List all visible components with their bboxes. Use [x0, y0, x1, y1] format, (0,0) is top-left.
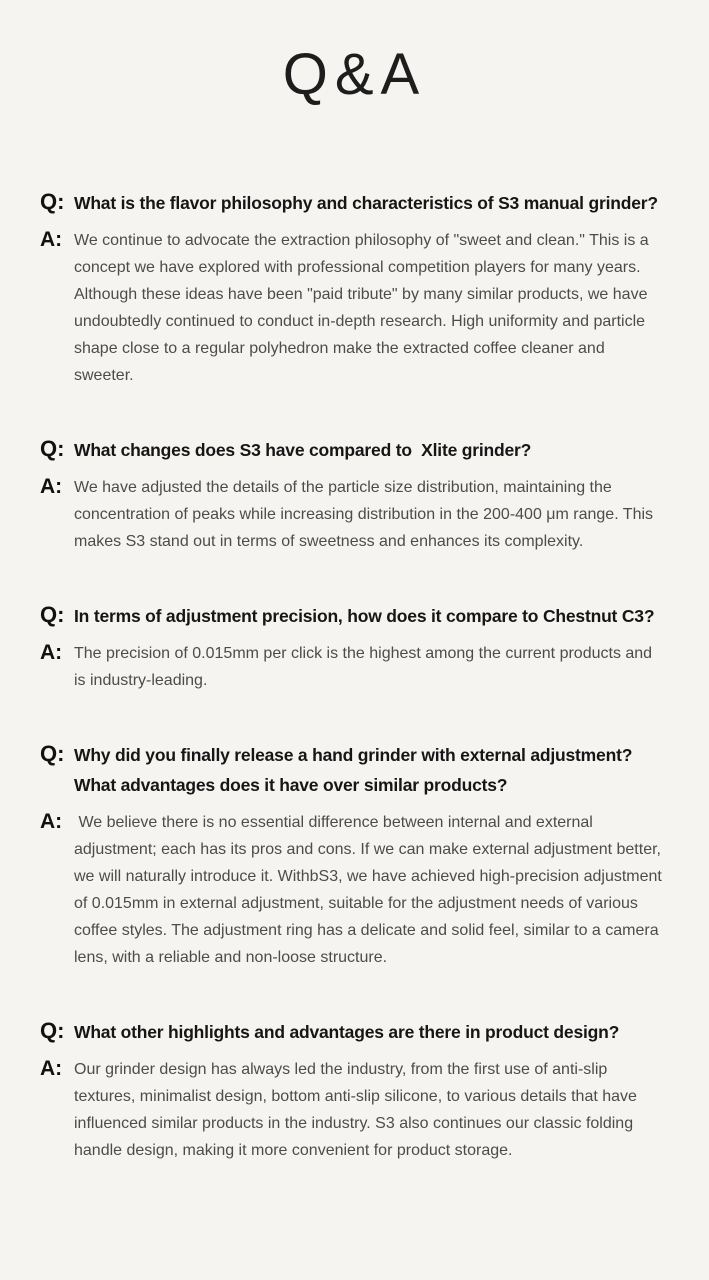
answer-marker: A: — [40, 641, 63, 664]
answer-text: We believe there is no essential difference between internal and external adjustment; each has its pros and cons. If we can make external adjustment better, we will naturally introduce it. WithbS3, we have achieved high-precision adjustment of 0.015mm in external adjustment, suitable for the adjustment needs of various coffee styles. The adjustment ring has a delicate and solid feel, similar to a camera lens, with a reliable and non-loose structure. — [74, 814, 667, 966]
question-row — [40, 601, 667, 631]
question-text: Why did you finally release a hand grinder with external adjustment? What advantages does it have over similar products? — [74, 745, 637, 795]
question-row — [40, 740, 667, 800]
answer-row — [40, 1056, 667, 1164]
answer-text: We have adjusted the details of the particle size distribution, maintaining the concentration of peaks while increasing distribution in the 200-400 μm range. This makes S3 stand out in terms of sweetness and enhances its complexity. — [74, 479, 658, 550]
question-marker: Q: — [40, 436, 65, 461]
answer-marker: A: — [40, 475, 63, 498]
question-text: What other highlights and advantages are there in product design? — [74, 1022, 620, 1042]
qa-item-3 — [40, 601, 667, 694]
qa-item-4 — [40, 740, 667, 971]
answer-row — [40, 474, 667, 555]
answer-text: Our grinder design has always led the industry, from the first use of anti-slip textures, minimalist design, bottom anti-slip silicone, to various details that have influenced similar products in the industry. S3 also continues our classic folding handle design, making it more convenient for product storage. — [74, 1061, 642, 1159]
question-marker: Q: — [40, 741, 65, 766]
question-marker: Q: — [40, 602, 65, 627]
question-row — [40, 1017, 667, 1047]
question-text: In terms of adjustment precision, how does it compare to Chestnut C3? — [74, 606, 655, 626]
answer-marker: A: — [40, 228, 63, 251]
page-title: Q&A — [282, 42, 427, 107]
qa-item-5 — [40, 1017, 667, 1164]
qa-item-1 — [40, 188, 667, 389]
qa-item-2 — [40, 435, 667, 555]
question-row — [40, 188, 667, 218]
answer-row — [40, 227, 667, 389]
question-text: What is the flavor philosophy and characteristics of S3 manual grinder? — [74, 193, 658, 213]
answer-row — [40, 809, 667, 971]
question-row — [40, 435, 667, 465]
answer-marker: A: — [40, 810, 63, 833]
answer-text: The precision of 0.015mm per click is the highest among the current products and is industry-leading. — [74, 645, 657, 689]
qa-list — [0, 188, 709, 1164]
question-text: What changes does S3 have compared to Xlite grinder? — [74, 440, 532, 460]
answer-row — [40, 640, 667, 694]
answer-text: We continue to advocate the extraction philosophy of "sweet and clean." This is a concept we have explored with professional competition players for many years. Although these ideas have been "paid tribute" by many similar products, we have undoubtedly continued to conduct in-depth research. High uniformity and particle shape close to a regular polyhedron make the extracted coffee cleaner and sweeter. — [74, 232, 654, 384]
question-marker: Q: — [40, 189, 65, 214]
question-marker: Q: — [40, 1018, 65, 1043]
answer-marker: A: — [40, 1057, 63, 1080]
